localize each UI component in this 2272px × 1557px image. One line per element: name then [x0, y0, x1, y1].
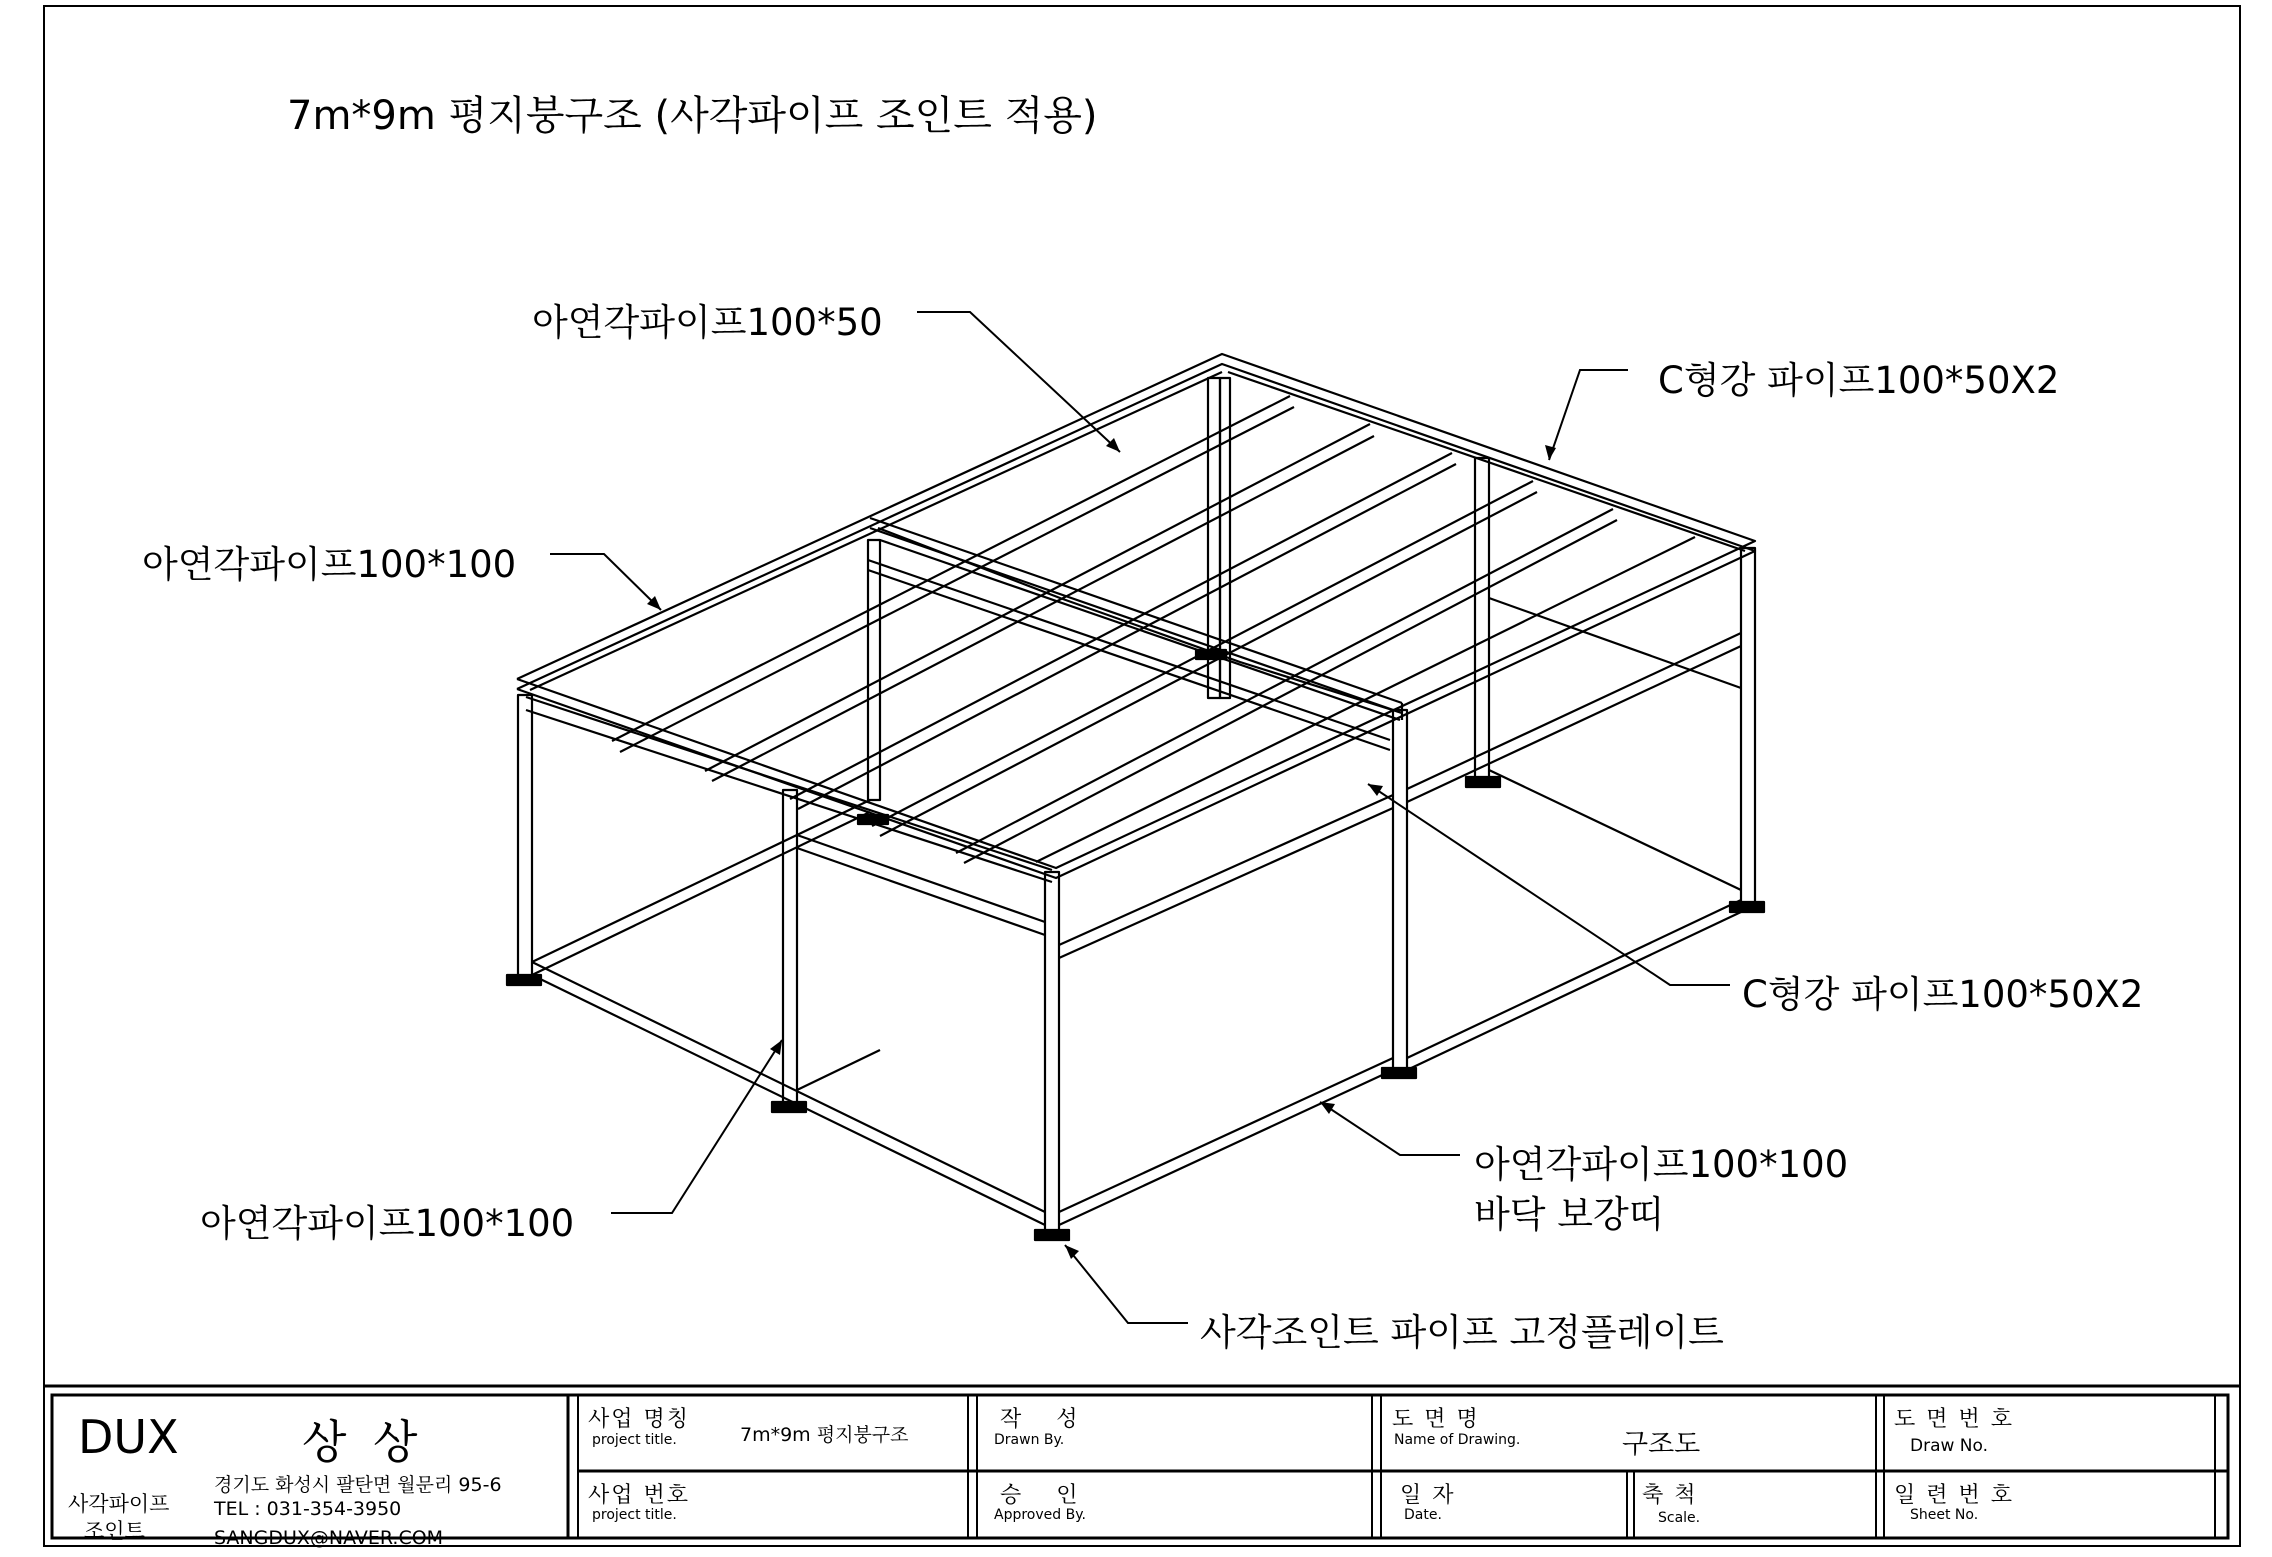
company-sub-2: 조인트 [84, 1519, 145, 1543]
date-label: 일 자 [1400, 1483, 1456, 1508]
date-sub: Date. [1404, 1507, 1442, 1523]
scale-sub: Scale. [1658, 1510, 1701, 1526]
company-address: 경기도 화성시 팔탄면 월문리 95-6 [214, 1474, 502, 1496]
company-name: 상 상 [302, 1415, 424, 1469]
project-title-value: 7m*9m 평지붕구조 [740, 1424, 909, 1446]
sheet-no-sub: Sheet No. [1910, 1507, 1979, 1523]
drawing-name-value: 구조도 [1622, 1429, 1701, 1460]
drawing-title: 7m*9m 평지붕구조 (사각파이프 조인트 적용) [287, 93, 1098, 139]
callout-floor-brace-line1: 아연각파이프100*100 [1474, 1143, 1849, 1186]
roof-purlins [612, 396, 1695, 863]
company-email: SANGDUX@NAVER.COM [214, 1527, 444, 1549]
company-sub-1: 사각파이프 [68, 1492, 170, 1516]
project-title-sub: project title. [592, 1432, 677, 1448]
approved-by-label: 승 인 [1000, 1483, 1092, 1508]
callout-column-left: 아연각파이프100*100 [200, 1202, 575, 1245]
project-title-label: 사업 명칭 [588, 1407, 691, 1432]
callout-top-purlin: 아연각파이프100*50 [532, 301, 883, 344]
callout-base-plate: 사각조인트 파이프 고정플레이트 [1200, 1311, 1724, 1354]
drawn-by-label: 작 성 [1000, 1407, 1092, 1432]
draw-no-sub: Draw No. [1910, 1436, 1989, 1456]
steel-frame-structure [507, 354, 1764, 1240]
sheet-no-label: 일 련 번 호 [1894, 1483, 2014, 1508]
company-tel: TEL : 031-354-3950 [214, 1498, 402, 1520]
callout-c-channel-mid: C형강 파이프100*50X2 [1742, 973, 2144, 1016]
project-no-label: 사업 번호 [588, 1483, 691, 1508]
drawn-by-sub: Drawn By. [994, 1432, 1065, 1448]
columns [518, 378, 1755, 1232]
callout-top-left-beam: 아연각파이프100*100 [142, 543, 517, 586]
roof-outer-beams [517, 354, 1755, 878]
sheet-border [44, 6, 2240, 1546]
approved-by-sub: Approved By. [994, 1507, 1086, 1523]
callout-floor-brace-line2: 바닥 보강띠 [1474, 1193, 1665, 1236]
draw-no-label: 도 면 번 호 [1894, 1407, 2014, 1432]
company-logo: DUX [78, 1410, 179, 1464]
scale-label: 축 척 [1642, 1483, 1698, 1508]
drawing-name-sub: Name of Drawing. [1394, 1432, 1521, 1448]
project-no-sub: project title. [592, 1507, 677, 1523]
drawing-name-label: 도 면 명 [1392, 1407, 1480, 1432]
callout-c-channel-right: C형강 파이프100*50X2 [1658, 359, 2060, 402]
